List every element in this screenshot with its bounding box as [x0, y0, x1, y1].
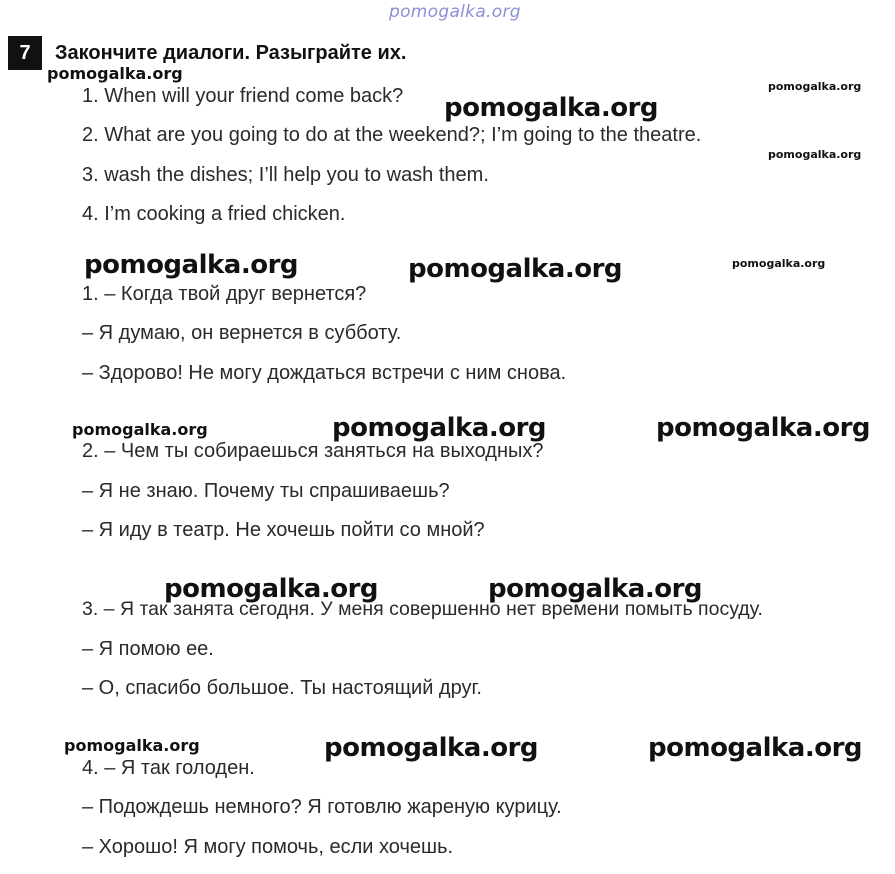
site-watermark-top: pomogalka.org: [389, 2, 521, 22]
watermark: pomogalka.org: [408, 254, 623, 284]
dialogue-3-line-2: – Я помою ее.: [82, 638, 214, 660]
watermark: pomogalka.org: [324, 733, 539, 763]
answer-line-3: 3. wash the dishes; I’ll help you to wash them.: [82, 164, 489, 186]
watermark: pomogalka.org: [332, 413, 547, 443]
dialogue-4-line-1: 4. – Я так голоден.: [82, 757, 255, 779]
watermark: pomogalka.org: [72, 420, 208, 439]
watermark: pomogalka.org: [732, 257, 826, 270]
watermark: pomogalka.org: [64, 736, 200, 755]
watermark: pomogalka.org: [164, 574, 379, 604]
dialogue-3-line-1: 3. – Я так занята сегодня. У меня совершенно нет времени помыть посуду.: [82, 598, 763, 620]
watermark: pomogalka.org: [488, 574, 703, 604]
answer-line-2: 2. What are you going to do at the weekend?; I’m going to the theatre.: [82, 124, 702, 146]
watermark: pomogalka.org: [768, 80, 862, 93]
task-title: Закончите диалоги. Разыграйте их.: [55, 42, 407, 64]
dialogue-2-line-2: – Я не знаю. Почему ты спрашиваешь?: [82, 480, 450, 502]
answer-line-1: 1. When will your friend come back?: [82, 85, 404, 107]
watermark: pomogalka.org: [84, 250, 299, 280]
watermark: pomogalka.org: [47, 64, 183, 83]
answer-line-4: 4. I’m cooking a fried chicken.: [82, 203, 346, 225]
dialogue-4-line-2: – Подождешь немного? Я готовлю жареную курицу.: [82, 796, 562, 818]
task-number-badge: 7: [8, 36, 42, 70]
watermark: pomogalka.org: [648, 733, 863, 763]
dialogue-1-line-1: 1. – Когда твой друг вернется?: [82, 283, 367, 305]
dialogue-1-line-2: – Я думаю, он вернется в субботу.: [82, 322, 402, 344]
watermark: pomogalka.org: [444, 93, 659, 123]
dialogue-2-line-1: 2. – Чем ты собираешься заняться на выходных?: [82, 440, 544, 462]
dialogue-3-line-3: – О, спасибо большое. Ты настоящий друг.: [82, 677, 482, 699]
dialogue-2-line-3: – Я иду в театр. Не хочешь пойти со мной?: [82, 519, 485, 541]
dialogue-4-line-3: – Хорошо! Я могу помочь, если хочешь.: [82, 836, 454, 858]
watermark: pomogalka.org: [656, 413, 871, 443]
dialogue-1-line-3: – Здорово! Не могу дождаться встречи с ним снова.: [82, 362, 567, 384]
watermark: pomogalka.org: [768, 148, 862, 161]
